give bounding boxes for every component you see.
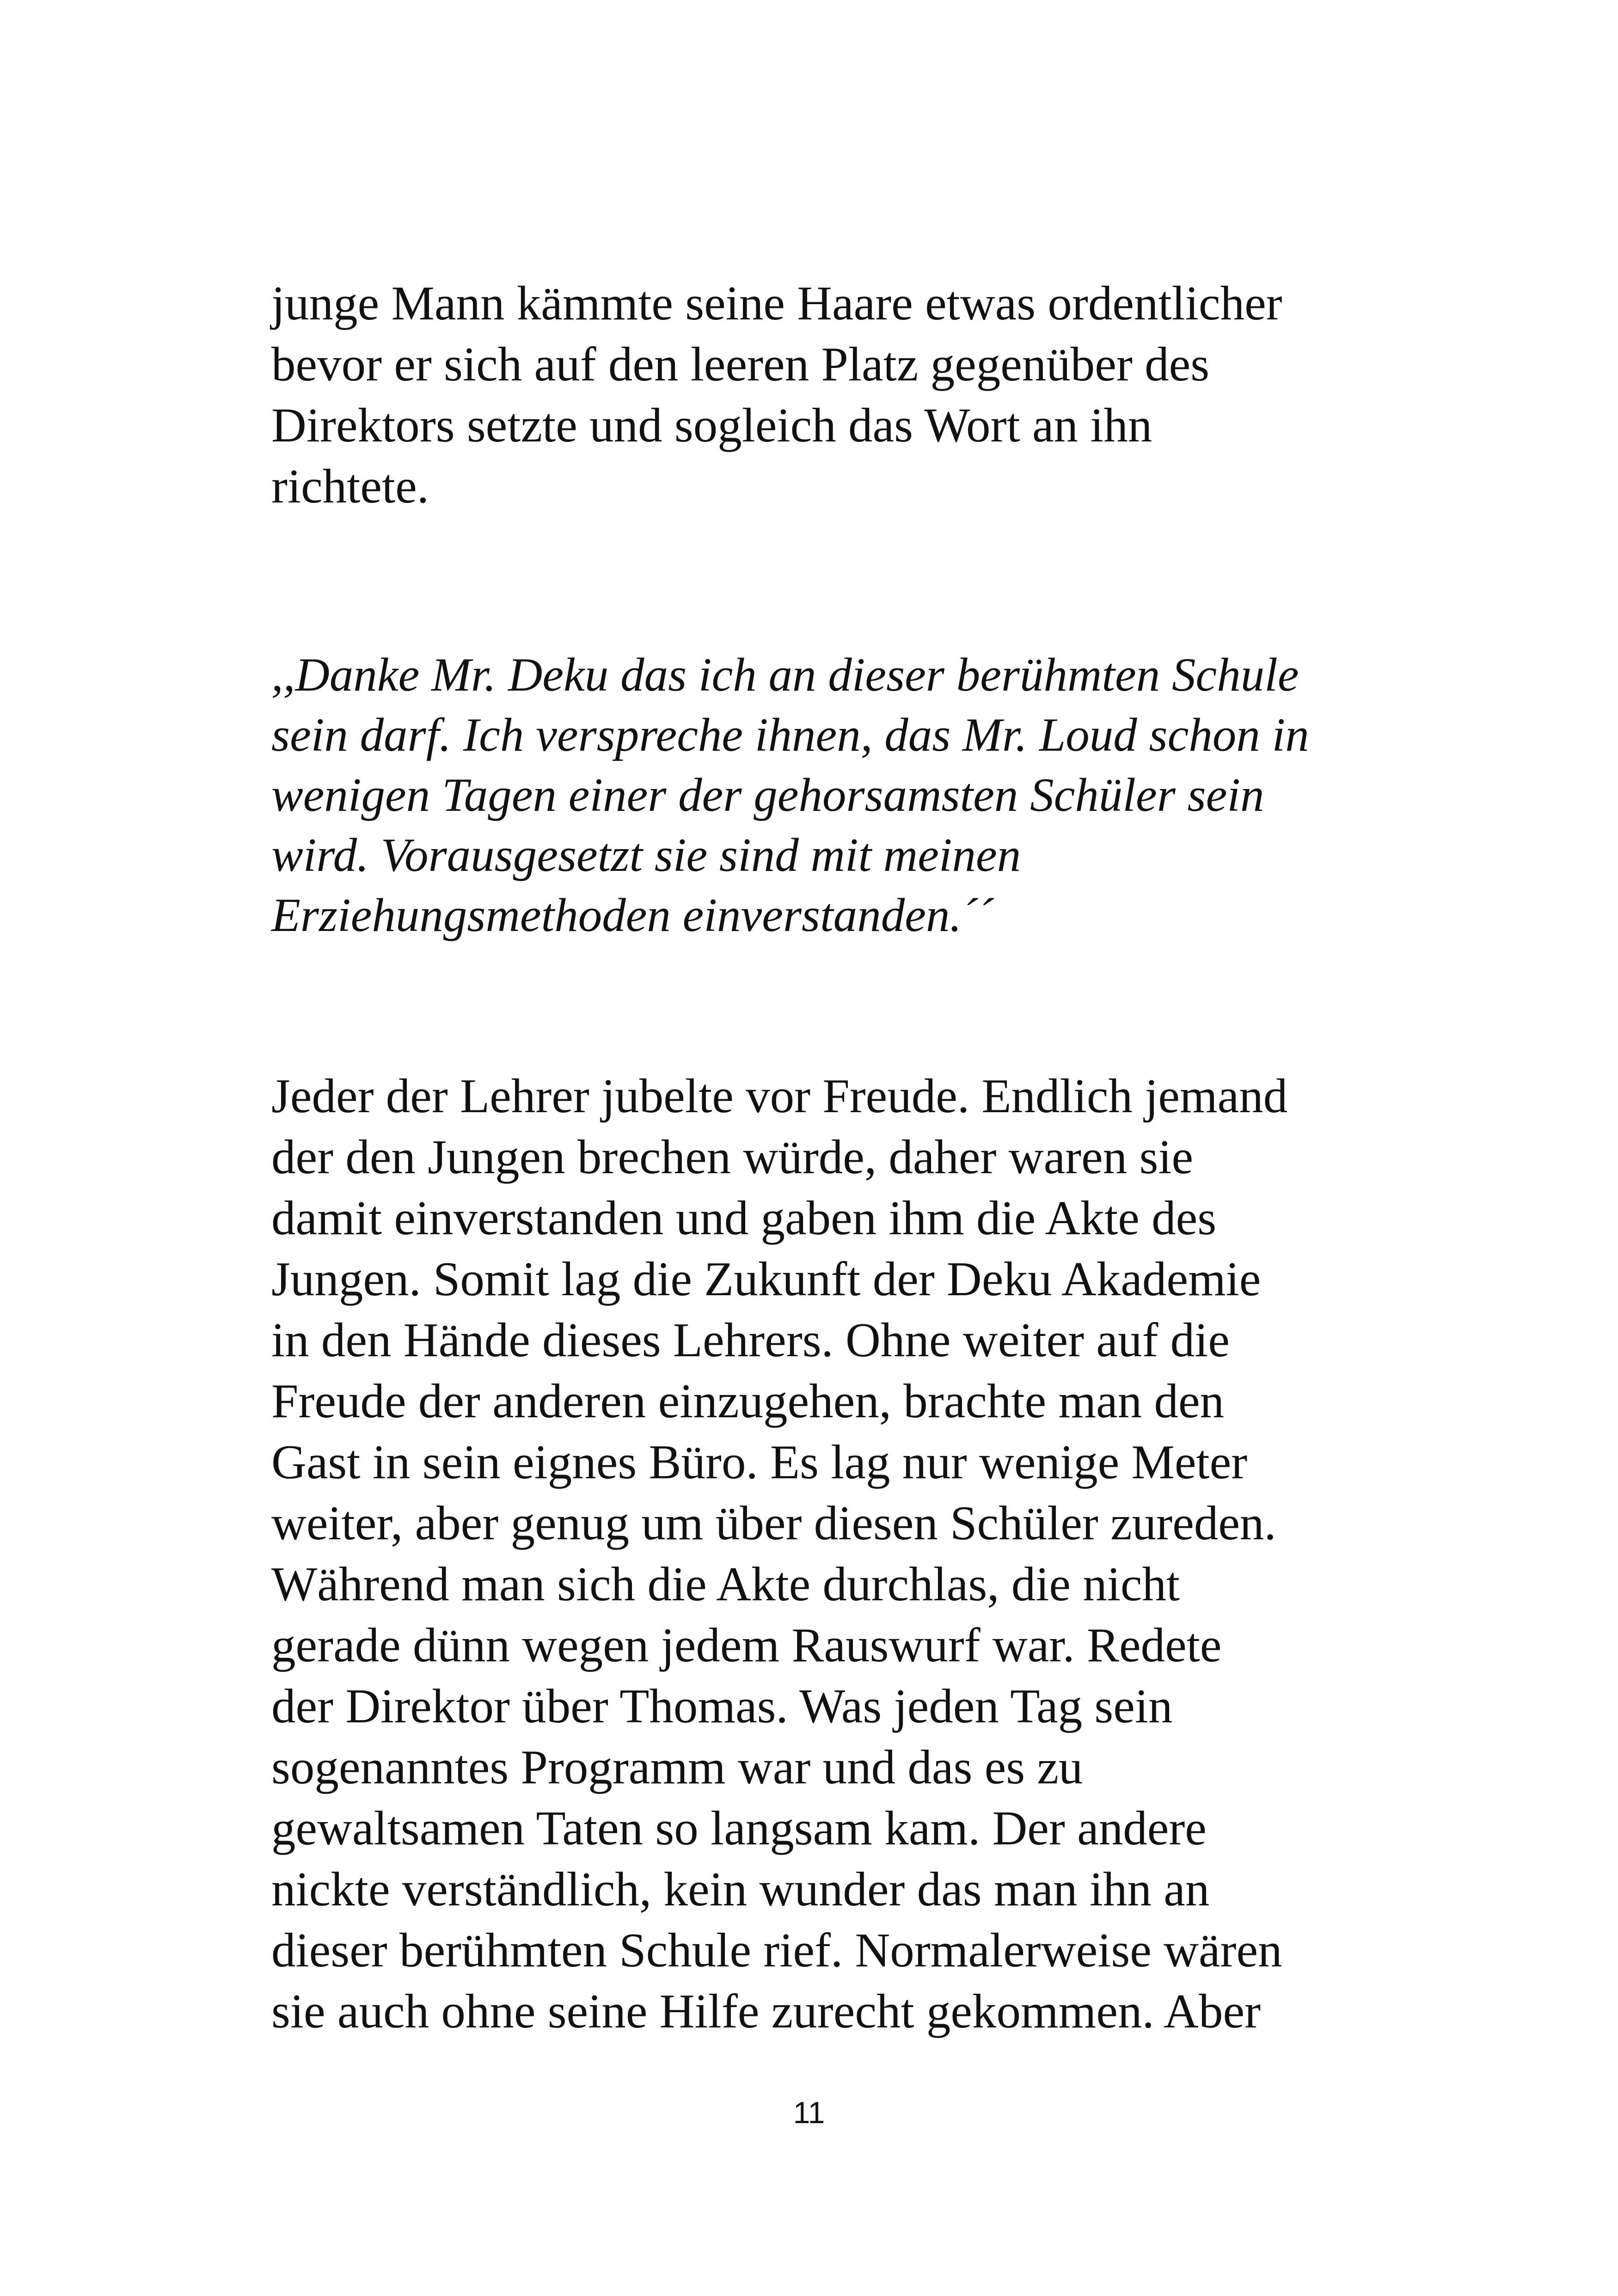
paragraph-dialogue-quote xyxy=(271,645,1381,945)
text-line: in den Hände dieses Lehrers. Ohne weiter auf die xyxy=(271,1313,1230,1367)
text-line: damit einverstanden und gaben ihm die Akte des xyxy=(271,1191,1217,1245)
text-line: junge Mann kämmte seine Haare etwas ordentlicher xyxy=(271,276,1282,330)
text-line: gerade dünn wegen jedem Rauswurf war. Redete xyxy=(271,1618,1222,1672)
text-line: Jeder der Lehrer jubelte vor Freude. Endlich jemand xyxy=(271,1069,1288,1123)
text-line: wird. Vorausgesetzt sie sind mit meinen xyxy=(271,829,1021,882)
text-line: Jungen. Somit lag die Zukunft der Deku Akademie xyxy=(271,1252,1261,1306)
text-line: richtete. xyxy=(271,459,429,513)
text-line: gewaltsamen Taten so langsam kam. Der andere xyxy=(271,1801,1207,1855)
text-line: Während man sich die Akte durchlas, die nicht xyxy=(271,1557,1180,1611)
text-line: Erziehungsmethoden einverstanden.´´ xyxy=(271,889,993,942)
text-line: bevor er sich auf den leeren Platz gegenüber des xyxy=(271,337,1210,391)
paragraph-narration-1 xyxy=(271,273,1381,517)
text-line: dieser berühmten Schule rief. Normalerweise wären xyxy=(271,1923,1282,1977)
text-line: wenigen Tagen einer der gehorsamsten Schüler sein xyxy=(271,769,1264,821)
text-line: Direktors setzte und sogleich das Wort an ihn xyxy=(271,398,1152,452)
text-line: Freude der anderen einzugehen, brachte man den xyxy=(271,1374,1225,1428)
text-line: der Direktor über Thomas. Was jeden Tag sein xyxy=(271,1679,1173,1733)
paragraph-narration-2 xyxy=(271,1065,1381,2042)
text-line: sein darf. Ich verspreche ihnen, das Mr. Loud schon in xyxy=(271,709,1309,761)
text-line: sogenanntes Programm war und das es zu xyxy=(271,1740,1083,1794)
text-line: sie auch ohne seine Hilfe zurecht gekommen. Aber xyxy=(271,1984,1261,2038)
page-number: 11 xyxy=(793,2095,825,2130)
text-line: weiter, aber genug um über diesen Schüler zureden. xyxy=(271,1496,1276,1550)
text-line: ,,Danke Mr. Deku das ich an dieser berühmten Schule xyxy=(271,649,1299,701)
text-line: nickte verständlich, kein wunder das man ihn an xyxy=(271,1862,1210,1916)
text-line: Gast in sein eignes Büro. Es lag nur wenige Meter xyxy=(271,1435,1248,1489)
text-line: der den Jungen brechen würde, daher waren sie xyxy=(271,1130,1194,1184)
